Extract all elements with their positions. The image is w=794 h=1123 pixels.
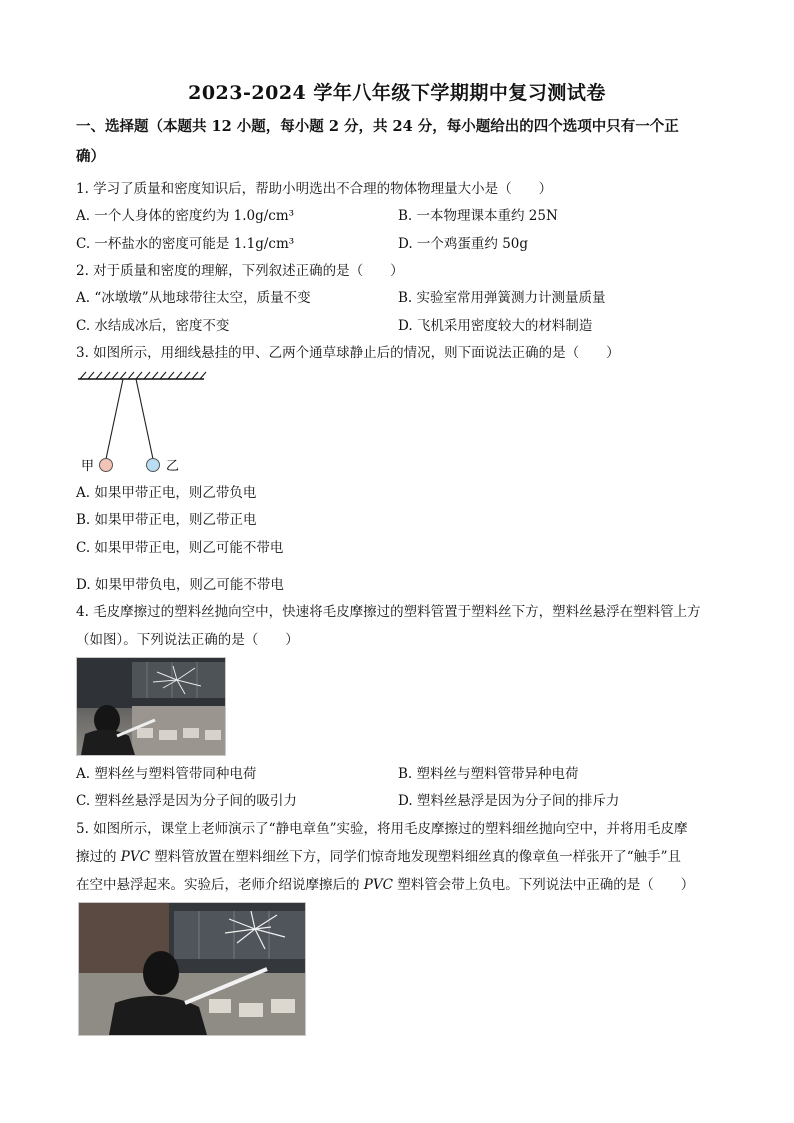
q5-line2-pre: 擦过的 — [76, 849, 121, 865]
q1-option-b: B. 一本物理课本重约 25N — [398, 208, 558, 224]
thread-jia — [106, 379, 123, 459]
q1-stem: 1. 学习了质量和密度知识后，帮助小明选出不合理的物体物理量大小是（ ） — [76, 181, 553, 197]
ball-yi — [147, 459, 160, 472]
q5-stem-line3 — [76, 876, 694, 894]
q4-option-b: B. 塑料丝与塑料管带异种电荷 — [398, 766, 579, 782]
q2-option-a: A. “冰墩墩”从地球带往太空，质量不变 — [76, 290, 311, 306]
q5-stem-line2 — [76, 848, 681, 866]
q2-stem: 2. 对于质量和密度的理解，下列叙述正确的是（ ） — [76, 263, 404, 279]
q4-option-c: C. 塑料丝悬浮是因为分子间的吸引力 — [76, 793, 297, 809]
q1-option-d: D. 一个鸡蛋重约 50g — [398, 236, 529, 252]
q3-option-c: C. 如果甲带正电，则乙可能不带电 — [76, 540, 284, 556]
q3-stem: 3. 如图所示，用细线悬挂的甲、乙两个通草球静止后的情况，则下面说法正确的是（ ） — [76, 345, 620, 361]
q5-photo — [78, 902, 306, 1036]
q4-option-d: D. 塑料丝悬浮是因为分子间的排斥力 — [398, 793, 620, 809]
label-yi: 乙 — [166, 459, 180, 474]
q5-pvc-term: PVC — [120, 849, 150, 865]
exam-title: 2023-2024 学年八年级下学期期中复习测试卷 — [188, 82, 606, 104]
q5-pvc-term-2: PVC — [363, 877, 393, 893]
q4-photo-scene — [77, 658, 225, 755]
label-jia: 甲 — [81, 459, 95, 474]
q5-line3-pre: 在空中悬浮起来。实验后，老师介绍说摩擦后的 — [76, 877, 364, 893]
section-heading-line2: 确） — [76, 148, 105, 165]
q5-line3-post: 塑料管会带上负电。下列说法中正确的是（ ） — [392, 877, 695, 893]
q4-stem-line2: （如图）。下列说法正确的是（ ） — [76, 632, 299, 648]
q2-option-c: C. 水结成冰后，密度不变 — [76, 318, 230, 334]
thread-yi — [136, 379, 153, 459]
q4-stem-line1: 4. 毛皮摩擦过的塑料丝抛向空中，快速将毛皮摩擦过的塑料管置于塑料丝下方，塑料丝悬浮在塑料管上方 — [76, 604, 701, 620]
q5-line2-post: 塑料管放置在塑料细丝下方，同学们惊奇地发现塑料细丝真的像章鱼一样张开了“触手”且 — [149, 849, 682, 865]
section-heading-line1: 一、选择题（本题共 12 小题，每小题 2 分，共 24 分，每小题给出的四个选项中只有一个正 — [76, 118, 679, 135]
q3-pendulum-figure — [70, 368, 220, 478]
q1-option-a: A. 一个人身体的密度约为 1.0g/cm³ — [76, 208, 295, 224]
q5-photo-scene — [79, 903, 305, 1035]
q3-option-d: D. 如果甲带负电，则乙可能不带电 — [76, 577, 284, 593]
ceiling-hatch — [78, 372, 206, 379]
q2-option-d: D. 飞机采用密度较大的材料制造 — [398, 318, 593, 334]
q3-option-a: A. 如果甲带正电，则乙带负电 — [76, 485, 257, 501]
q1-option-c: C. 一杯盐水的密度可能是 1.1g/cm³ — [76, 236, 295, 252]
q3-option-b: B. 如果甲带正电，则乙带正电 — [76, 512, 257, 528]
q2-option-b: B. 实验室常用弹簧测力计测量质量 — [398, 290, 606, 306]
q4-option-a: A. 塑料丝与塑料管带同种电荷 — [76, 766, 257, 782]
q4-photo — [76, 657, 226, 756]
ball-jia — [100, 459, 113, 472]
q5-stem-line1: 5. 如图所示，课堂上老师演示了“静电章鱼”实验，将用毛皮摩擦过的塑料细丝抛向空中，并将用毛皮摩 — [76, 821, 688, 837]
